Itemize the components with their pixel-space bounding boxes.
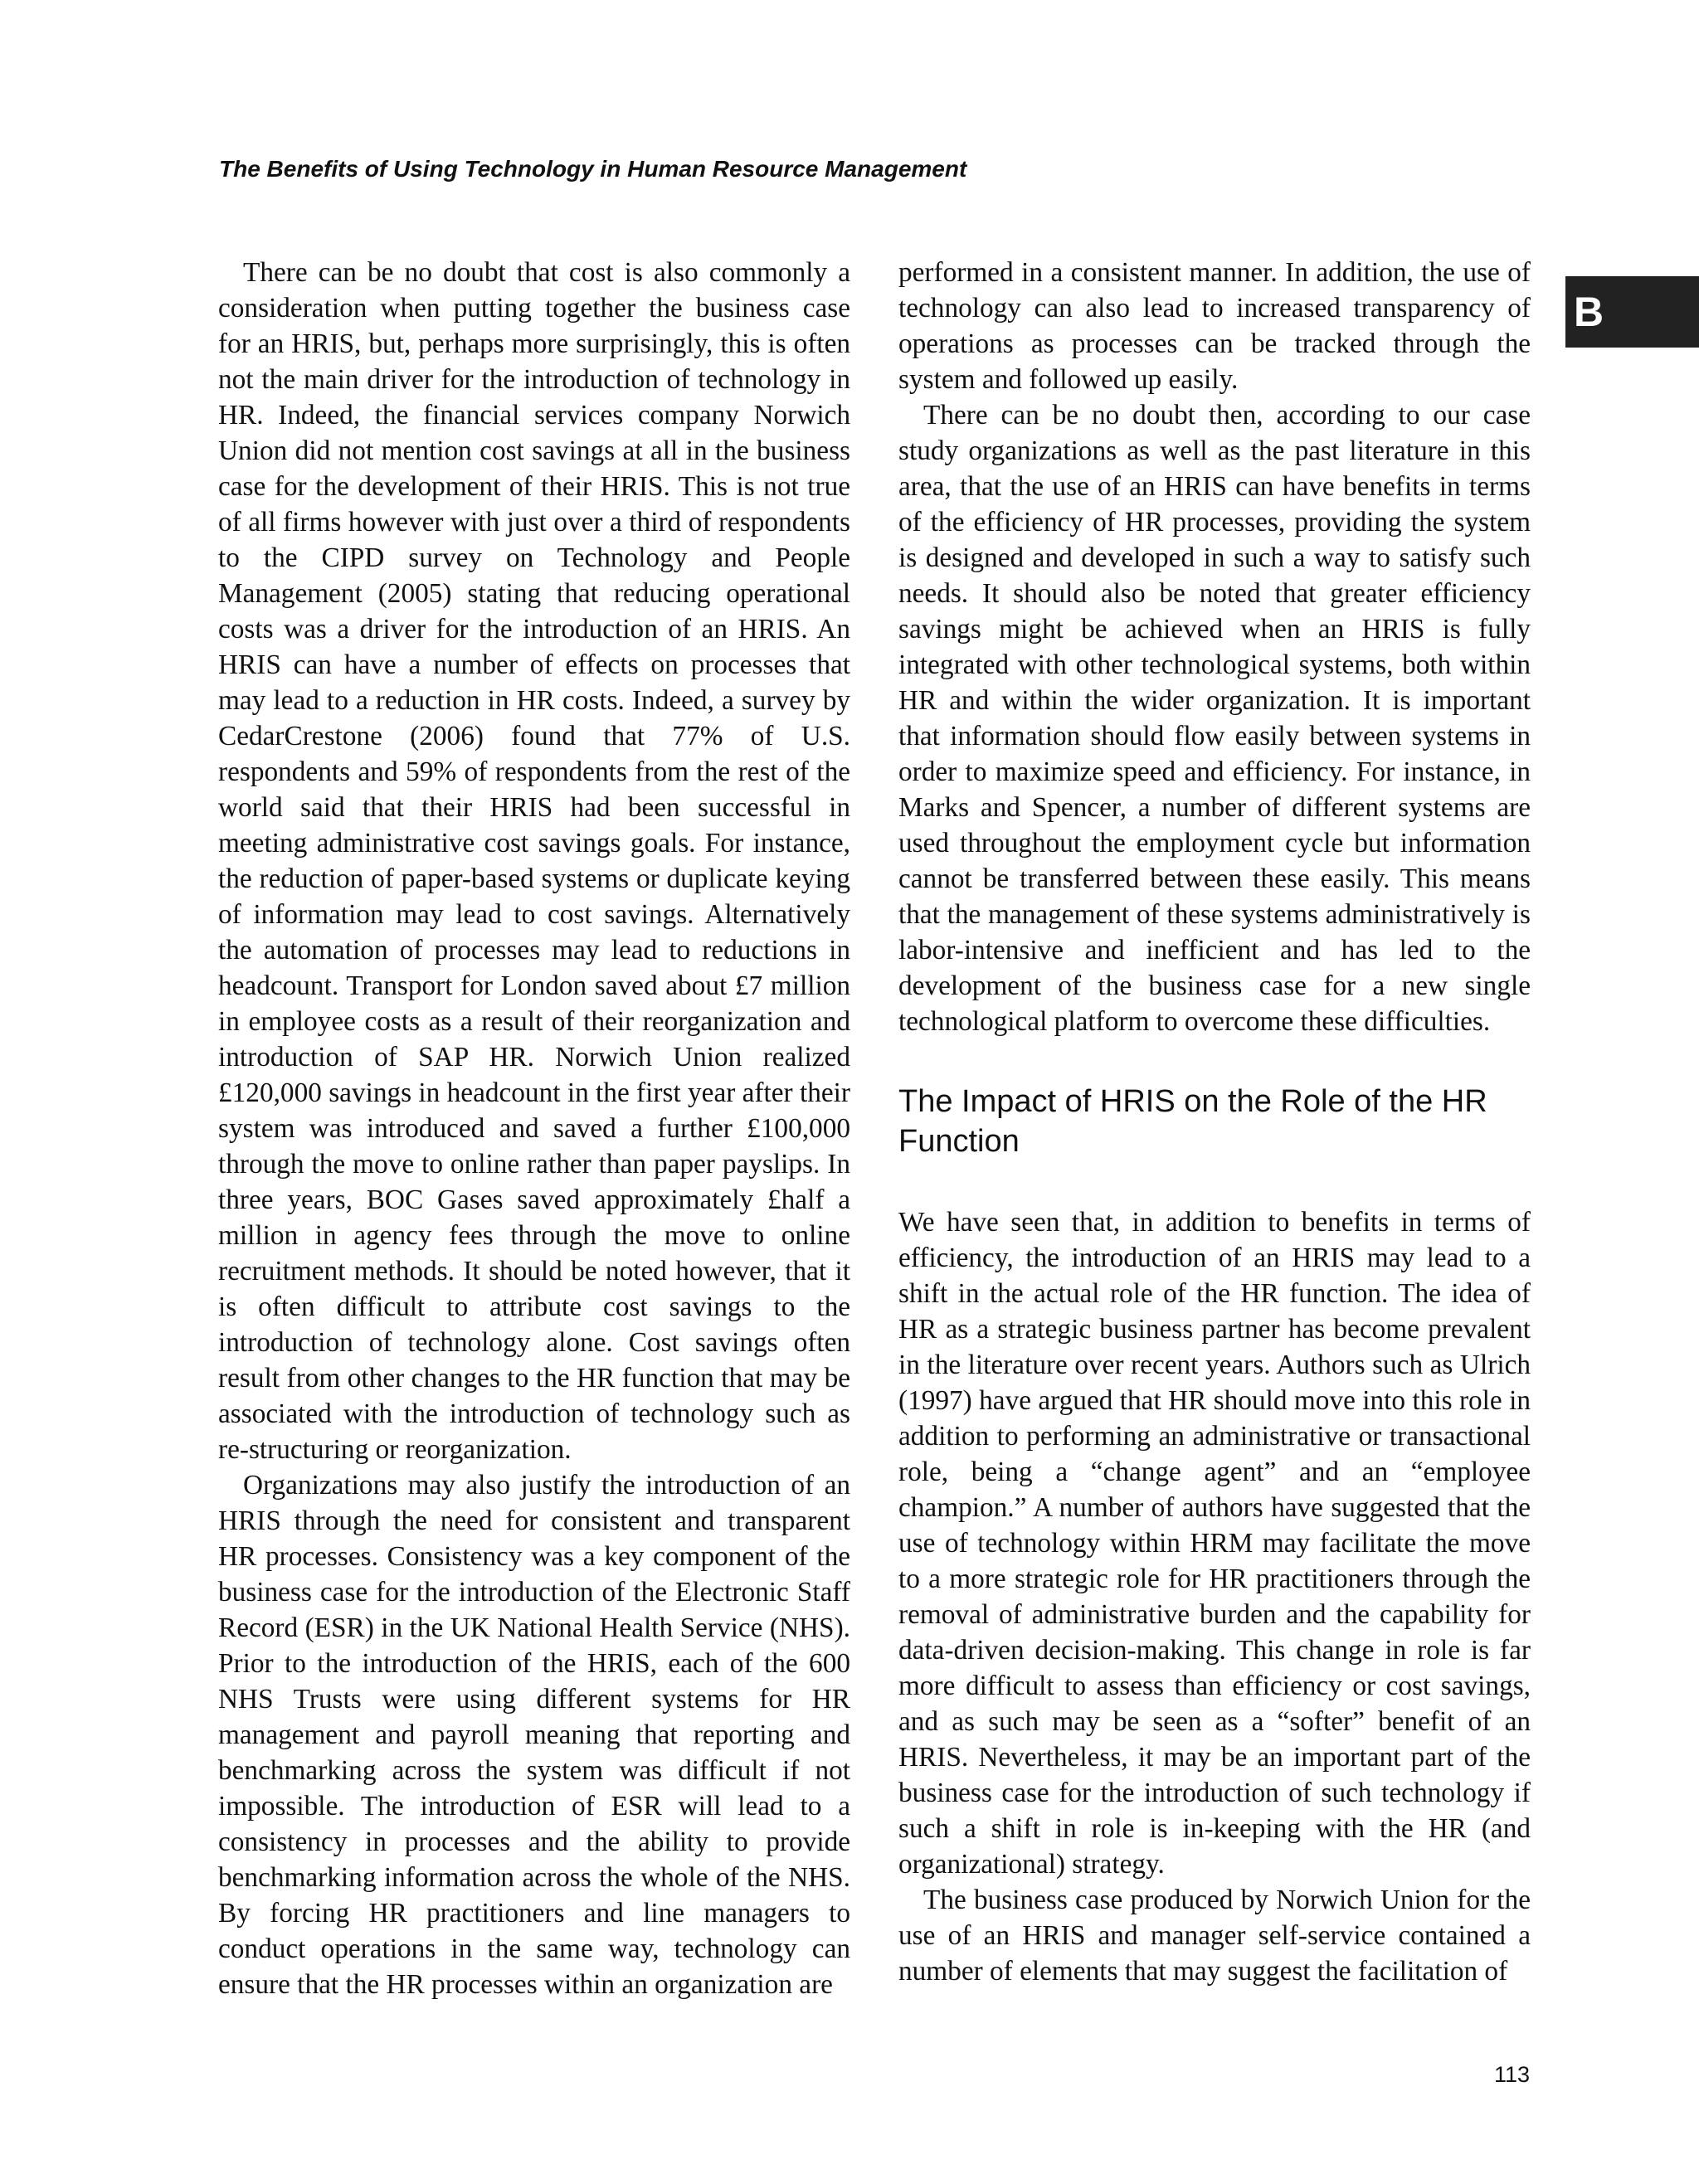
paragraph-cost-savings: There can be no doubt that cost is also commonly a consideration when putting together the business case for an HRIS, but, perhaps more surprisingly, this is often not the main driver for the introduction of technology in HR. Indeed, the financial services company Norwich Union did not mention cost savings at all in the business case for the development of their HRIS. This is not true of all firms however with just over a third of respondents to the CIPD survey on Technology and People Management (2005) stating that reducing operational costs was a driver for the introduction of an HRIS. An HRIS can have a number of effects on processes that may lead to a reduction in HR costs. Indeed, a survey by CedarCrestone (2006) found that 77% of U.S. respondents and 59% of respondents from the rest of the world said that their HRIS had been successful in meeting administrative cost savings goals. For instance, the reduction of paper-based systems or duplicate keying of information may lead to cost savings. Alternatively the automation of processes may lead to reductions in headcount. Transport for London saved about £7 million in employee costs as a result of their reorganization and introduction of SAP HR. Norwich Union realized £120,000 savings in headcount in the first year after their system was introduced and saved a further £100,000 through the move to online rather than paper payslips. In three years, BOC Gases saved approximately £half a million in agency fees through the move to online recruitment methods. It should be noted however, that it is often difficult to attribute cost savings to the introduction of technology alone. Cost savings often result from other changes to the HR function that may be associated with the introduction of technology such as re-structuring or reorganization. bbox=[218, 257, 850, 1465]
left-column bbox=[218, 255, 850, 2002]
paragraph-hr-role: We have seen that, in addition to benefits in terms of efficiency, the introduction of an HRIS may lead to a shift in the actual role of the HR function. The idea of HR as a strategic business partner has become prevalent in the literature over recent years. Authors such as Ulrich (1997) have argued that HR should move into this role in addition to performing an administrative or transactional role, being a “change agent” and an “employee champion.” A number of authors have suggested that the use of technology within HRM may facilitate the move to a more strategic role for HR practitioners through the removal of administrative burden and the capability for data-driven decision-making. This change in role is far more difficult to assess than efficiency or cost savings, and as such may be seen as a “softer” benefit of an HRIS. Nevertheless, it may be an important part of the business case for the introduction of such technology if such a shift in role is in-keeping with the HR (and organizational) strategy. bbox=[898, 1207, 1531, 1880]
paragraph-transparency: performed in a consistent manner. In addition, the use of technology can also lead to increased transparency of operations as processes can be tracked through the system and followed up easily. bbox=[898, 257, 1531, 395]
paragraph-efficiency: There can be no doubt then, according to our case study organizations as well as the past literature in this area, that the use of an HRIS can have benefits in terms of the efficiency of HR processes, providing the system is designed and developed in such a way to satisfy such needs. It should also be noted that greater efficiency savings might be achieved when an HRIS is fully integrated with other technological systems, both within HR and within the wider organization. It is important that information should flow easily between systems in order to maximize speed and efficiency. For instance, in Marks and Spencer, a number of different systems are used throughout the employment cycle but information cannot be transferred between these easily. This means that the management of these systems administratively is labor-intensive and inefficient and has led to the development of the business case for a new single technological platform to overcome these difficulties. bbox=[898, 400, 1531, 1037]
section-tab-marker: B bbox=[1565, 276, 1699, 348]
running-header-title: The Benefits of Using Technology in Human Resource Management bbox=[219, 156, 967, 182]
paragraph-consistency: Organizations may also justify the introduction of an HRIS through the need for consistent and transparent HR processes. Consistency was a key component of the business case for the introduction of the Electronic Staff Record (ESR) in the UK National Health Service (NHS). Prior to the introduction of the HRIS, each of the 600 NHS Trusts were using different systems for HR management and payroll meaning that reporting and benchmarking across the system was difficult if not impossible. The introduction of ESR will lead to a consistency in processes and the ability to provide benchmarking information across the whole of the NHS. By forcing HR practitioners and line managers to conduct operations in the same way, technology can ensure that the HR processes within an organization are bbox=[218, 1470, 850, 2000]
page-number: 113 bbox=[1493, 2062, 1530, 2087]
section-heading: The Impact of HRIS on the Role of the HR Function bbox=[898, 1084, 1487, 1159]
paragraph-norwich-union: The business case produced by Norwich Union for the use of an HRIS and manager self-service contained a number of elements that may suggest the facilitation of bbox=[898, 1885, 1531, 1987]
right-column bbox=[898, 255, 1531, 1989]
